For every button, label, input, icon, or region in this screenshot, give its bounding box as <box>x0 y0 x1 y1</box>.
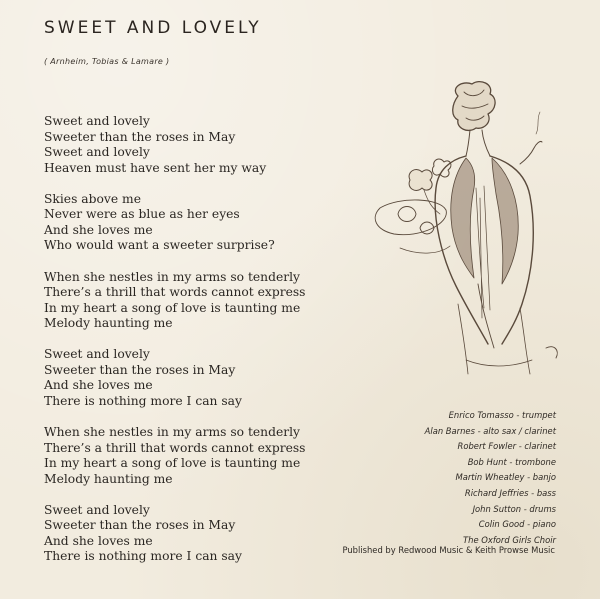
lyrics <box>44 114 305 565</box>
musician-credit: Enrico Tomasso - trumpet <box>448 410 556 420</box>
lyric-line: And she loves me <box>44 378 153 393</box>
lyric-line: There is nothing more I can say <box>44 393 242 408</box>
musician-credit: The Oxford Girls Choir <box>463 534 556 545</box>
lyric-stanza <box>44 347 305 409</box>
lyric-line: There is nothing more I can say <box>44 549 242 564</box>
song-title: SWEET AND LOVELY <box>44 18 262 38</box>
lyric-line: Sweeter than the roses in May <box>44 362 236 377</box>
lyric-line: In my heart a song of love is taunting me <box>44 300 301 315</box>
lyric-line: When she nestles in my arms so tenderly <box>44 269 300 284</box>
musician-credit: Richard Jeffries - bass <box>464 487 556 498</box>
lyric-line: In my heart a song of love is taunting me <box>44 456 301 471</box>
lyric-stanza <box>44 425 305 487</box>
lyric-line: Sweet and lovely <box>44 114 150 128</box>
lyric-line: There’s a thrill that words cannot express <box>44 440 306 455</box>
publisher-credit: Published by Redwood Music & Keith Prowse Music <box>342 545 555 555</box>
lyric-line: Sweeter than the roses in May <box>44 518 236 533</box>
lyric-stanza <box>44 270 305 332</box>
lyric-stanza <box>44 114 305 176</box>
musician-credit: Bob Hunt - trombone <box>467 456 556 467</box>
lyric-line: Sweet and lovely <box>44 502 150 517</box>
lyric-line: Sweet and lovely <box>44 145 150 159</box>
musician-credit: Martin Wheatley - banjo <box>455 472 556 483</box>
musician-credit: Colin Good - piano <box>478 519 556 530</box>
woman-back-sketch-icon <box>370 78 580 388</box>
lyric-line: Skies above me <box>44 191 141 206</box>
lyric-line: And she loves me <box>44 533 153 548</box>
lyric-line: Melody haunting me <box>44 471 173 486</box>
lyric-line: Never were as blue as her eyes <box>44 207 240 222</box>
musician-credit: Robert Fowler - clarinet <box>457 441 556 452</box>
lyric-stanza <box>44 192 305 254</box>
songwriter-credits: ( Arnheim, Tobias & Lamare ) <box>44 57 170 66</box>
lyric-line: Who would want a sweeter surprise? <box>44 238 275 253</box>
lyric-line: There’s a thrill that words cannot express <box>44 285 306 300</box>
lyric-line: Sweeter than the roses in May <box>44 129 236 144</box>
musician-credit: Alan Barnes - alto sax / clarinet <box>424 425 556 436</box>
lyric-line: Melody haunting me <box>44 316 173 331</box>
lyric-line: Sweet and lovely <box>44 347 150 362</box>
musician-credit: John Sutton - drums <box>472 503 556 514</box>
lyric-stanza <box>44 503 305 565</box>
musician-credits <box>425 408 556 548</box>
lyric-line: And she loves me <box>44 222 153 237</box>
lyric-line: Heaven must have sent her my way <box>44 160 267 175</box>
lyric-line: When she nestles in my arms so tenderly <box>44 425 300 440</box>
